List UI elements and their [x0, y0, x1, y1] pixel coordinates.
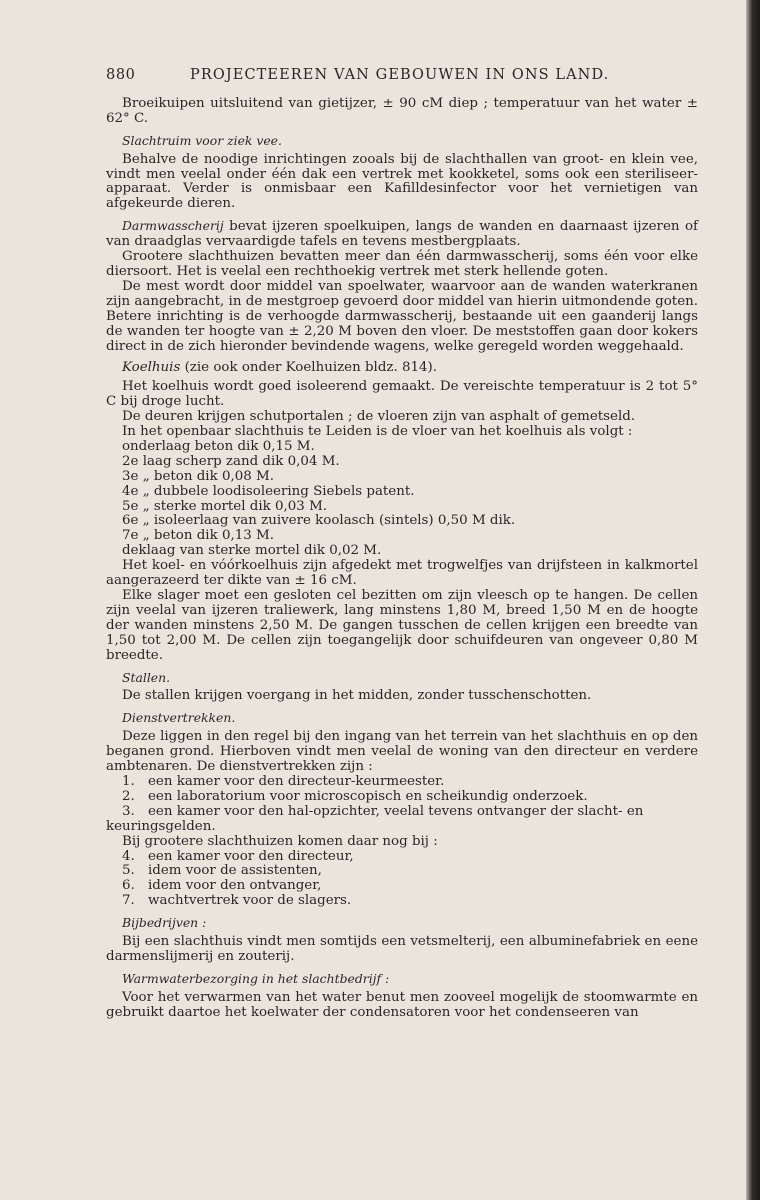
floor-layer: 3e „ beton dik 0,08 M. — [122, 468, 274, 484]
list-number: 5. — [122, 863, 135, 879]
paragraph-warmwater: Voor het verwarmen van het water benut men zooveel mogelijk de stoomwarmte en gebruikt daartoe het koelwater der condensatoren voor het condenseeren van — [106, 989, 698, 1020]
floor-layer: 6e „ isoleerlaag van zuivere koolasch (sintels) 0,50 M dik. — [122, 513, 516, 529]
list-text: een kamer voor den directeur, — [148, 848, 354, 864]
darmwasscherij-text: bevat ijzeren spoelkuipen, langs de wanden en daarnaast ijzeren of van draadglas vervaardigde tafels en tevens mestbergplaats. — [106, 219, 698, 250]
list-number: 2. — [122, 788, 135, 804]
section-heading-slachtruim: Slachtruim voor ziek vee. — [122, 132, 282, 148]
book-page — [106, 68, 698, 1021]
list-number: 3. — [122, 803, 135, 819]
floor-layer: onderlaag beton dik 0,15 M. — [122, 438, 315, 454]
list-item — [106, 864, 698, 879]
floor-layer: 2e laag scherp zand dik 0,04 M. — [122, 453, 340, 469]
paragraph-koelhuis-2: De deuren krijgen schutportalen ; de vloeren zijn van asphalt of gemetseld. — [122, 409, 636, 425]
koelhuis-heading: Koelhuis — [122, 360, 181, 376]
list-text: idem voor den ontvanger, — [148, 878, 322, 894]
list-text: wachtvertrek voor de slagers. — [148, 893, 352, 909]
section-heading-warmwater: Warmwaterbezorging in het slachtbedrijf : — [122, 970, 390, 986]
paragraph-slachtruim: Behalve de noodige inrichtingen zooals bij de slachthallen van groot- en klein vee, vindt men veelal onder één dak een vertrek met kookketel, soms ook een steriliseer-apparaat. Verder is onmisbaar een Kafilldesinfector voor het vernietigen van afgekeurde dieren. — [106, 151, 698, 212]
list-text: idem voor de assistenten, — [148, 863, 322, 879]
koelhuis-heading-rest: (zie ook onder Koelhuizen bldz. 814). — [180, 360, 437, 376]
list-number: 6. — [122, 878, 135, 894]
paragraph-darmwasscherij — [106, 219, 698, 250]
page-number: 880 — [106, 67, 136, 83]
page-binding-edge — [746, 0, 760, 1200]
list-number: 4. — [122, 848, 135, 864]
floor-layer: deklaag van sterke mortel dik 0,02 M. — [122, 543, 382, 559]
paragraph-broeikuipen: Broeikuipen uitsluitend van gietijzer, ± 90 cM diep ; temperatuur van het water ± 62° C. — [106, 95, 698, 126]
list-item — [106, 805, 698, 820]
paragraph-koelhuis-5: Elke slager moet een gesloten cel bezitten om zijn vleesch op te hangen. De cellen zijn veelal van ijzeren traliewerk, lang minstens 1,80 M, breed 1,50 M en de hoogte der wanden minstens 2,50 M. De gangen tusschen de cellen krijgen een breedte van 1,50 tot 2,00 M. De cellen zijn toegangelijk door schuifdeuren van ongeveer 0,80 M breedte. — [106, 588, 698, 663]
list-number: 1. — [122, 773, 135, 789]
section-heading-koelhuis — [106, 361, 698, 376]
list-item — [106, 775, 698, 790]
floor-layer: 5e „ sterke mortel dik 0,03 M. — [122, 498, 328, 514]
running-header — [106, 68, 698, 83]
list-item — [106, 894, 698, 909]
section-heading-bijbedrijven: Bijbedrijven : — [122, 915, 207, 931]
list-item-continuation: keuringsgelden. — [106, 818, 216, 834]
paragraph-dienstvertrekken-2: Bij grootere slachthuizen komen daar nog bij : — [122, 833, 438, 849]
paragraph-koelhuis-3: In het openbaar slachthuis te Leiden is de vloer van het koelhuis als volgt : — [122, 424, 633, 440]
running-title: PROJECTEEREN VAN GEBOUWEN IN ONS LAND. — [190, 67, 610, 83]
list-item — [106, 879, 698, 894]
paragraph-bijbedrijven: Bij een slachthuis vindt men somtijds een vetsmelterij, een albuminefabriek en eene darmenslijmerij en zouterij. — [106, 934, 698, 964]
section-heading-darmwasscherij: Darmwasscherij — [122, 218, 224, 234]
paragraph-stallen: De stallen krijgen voergang in het midden, zonder tusschenschotten. — [122, 688, 592, 704]
list-text: een laboratorium voor microscopisch en scheikundig onderzoek. — [148, 788, 588, 804]
list-item — [106, 790, 698, 805]
floor-layer: 7e „ beton dik 0,13 M. — [122, 528, 274, 544]
paragraph-koelhuis-1: Het koelhuis wordt goed isoleerend gemaakt. De vereischte temperatuur is 2 tot 5° C bij droge lucht. — [106, 379, 698, 410]
paragraph-darmwasscherij-3: De mest wordt door middel van spoelwater, waarvoor aan de wanden waterkranen zijn aangebracht, in de mestgroep gevoerd door middel van hierin uitmondende goten. Betere inrichting is de verhoogde darmwasscherij, bestaande uit een gaanderij langs de wanden ter hoogte van ± 2,20 M boven den vloer. De meststoffen gaan door kokers direct in de zich hieronder bevindende wagens, welke geregeld worden weggehaald. — [106, 278, 698, 354]
list-text: een kamer voor den directeur-keurmeester. — [148, 773, 445, 789]
section-heading-dienstvertrekken: Dienstvertrekken. — [122, 710, 236, 726]
paragraph-dienstvertrekken: Deze liggen in den regel bij den ingang van het terrein van het slachthuis en op den beganen grond. Hierboven vindt men veelal de woning van den directeur en verdere ambtenaren. De dienstvertrekken zijn : — [106, 729, 698, 775]
list-text: een kamer voor den hal-opzichter, veelal tevens ontvanger der slacht- en — [148, 803, 644, 819]
paragraph-koelhuis-4: Het koel- en vóórkoelhuis zijn afgedekt met trogwelfjes van drijfsteen in kalkmortel aangerazeerd ter dikte van ± 16 cM. — [106, 558, 698, 589]
paragraph-darmwasscherij-2: Grootere slachthuizen bevatten meer dan één darmwasscherij, soms één voor elke diersoort. Het is veelal een rechthoekig vertrek met sterk hellende goten. — [106, 249, 698, 279]
list-number: 7. — [122, 893, 135, 909]
floor-layer: 4e „ dubbele loodisoleering Siebels patent. — [122, 483, 415, 499]
list-item — [106, 850, 698, 865]
section-heading-stallen: Stallen. — [122, 669, 171, 685]
